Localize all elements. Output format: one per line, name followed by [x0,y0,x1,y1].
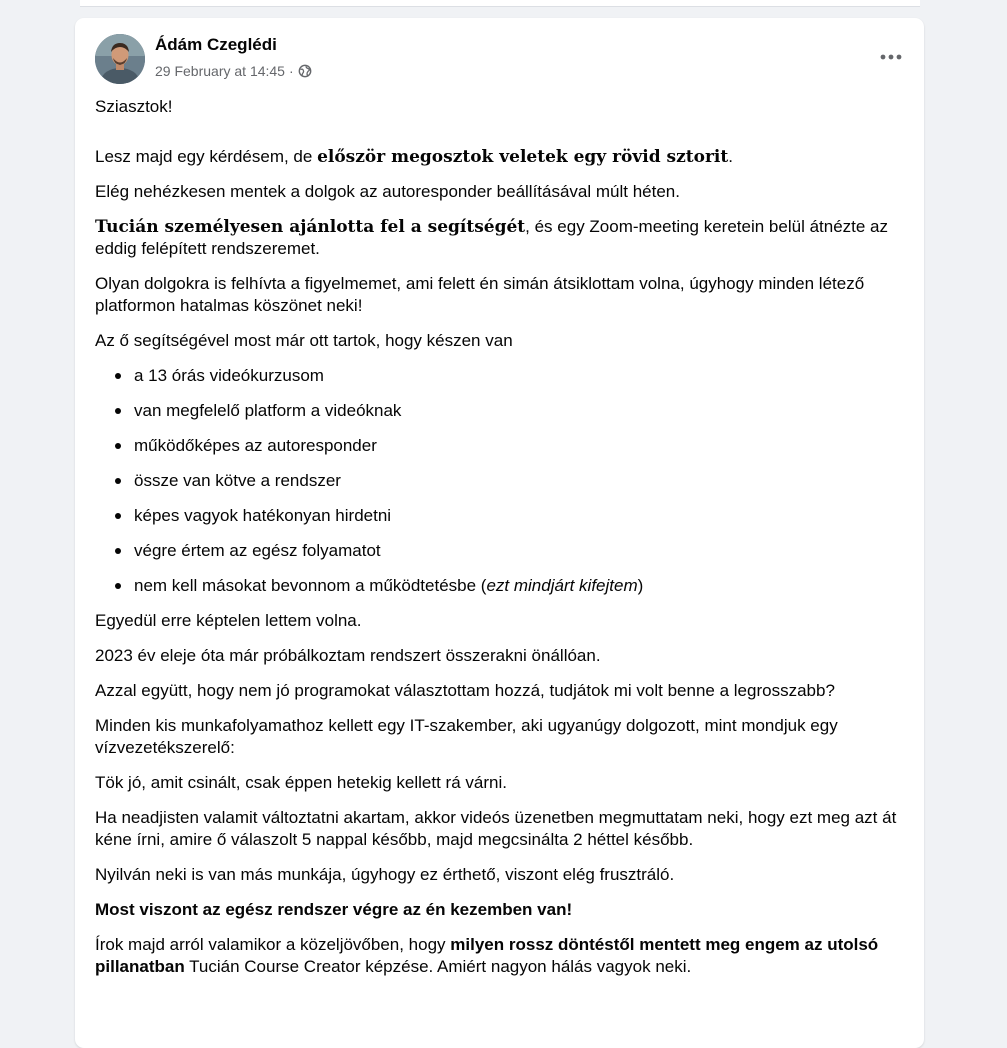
meta-separator: · [288,63,294,79]
text-run: . [728,147,733,166]
avatar-photo [95,34,145,84]
post-paragraph: Ha neadjisten valamit változtatni akartam, akkor videós üzenetben megmuttatam neki, hogy ezt meg azt át kéne írni, amire ő válaszolt 5 nappal később, majd megcsinálta 2 héttel később. [95,808,897,849]
post-paragraph [95,146,910,168]
post-meta [155,63,312,79]
text-run: Tucián Course Creator képzése. Amiért nagyon hálás vagyok neki. [184,957,692,976]
post-paragraph: Az ő segítségével most már ott tartok, hogy készen van [95,331,513,350]
more-options-icon [880,54,902,60]
post-paragraph: Olyan dolgokra is felhívta a figyelmemet, ami felett én simán átsiklottam volna, úgyhogy minden létező platformon hatalmas köszönet neki! [95,274,865,315]
post-timestamp[interactable]: 29 February at 14:45 [155,63,285,79]
post-paragraph: Egyedül erre képtelen lettem volna. [95,611,362,630]
list-item: képes vagyok hatékonyan hirdetni [134,505,910,527]
post-paragraph: Nyilván neki is van más munkája, úgyhogy ez érthető, viszont elég frusztráló. [95,865,675,884]
text-run-bold: milyen rossz döntéstől mentett meg engem az utolsó pillanatban [95,935,879,976]
post-paragraph [95,934,910,978]
post-paragraph: Tök jó, amit csinált, csak éppen hetekig kellett rá várni. [95,773,507,792]
text-run: nem kell másokat bevonnom a működtetésbe ( [134,576,487,595]
text-run: , és egy Zoom-meeting keretein belül átnézte az eddig felépített rendszeremet. [95,217,889,258]
post-paragraph [95,216,910,260]
text-run-bold: Tucián személyesen ajánlotta fel a segítségét [95,217,526,237]
post-author-name[interactable]: Ádám Czeglédi [155,35,277,54]
post-paragraph: Elég nehézkesen mentek a dolgok az autoresponder beállításával múlt héten. [95,182,680,201]
post-paragraph: Minden kis munkafolyamathoz kellett egy IT-szakember, aki ugyanúgy dolgozott, mint mondjuk egy vízvezetékszerelő: [95,716,838,757]
list-item: végre értem az egész folyamatot [134,540,910,562]
post-paragraph-greeting: Sziasztok! [95,97,173,116]
previous-post-card [80,0,920,7]
text-run: Írok majd arról valamikor a közeljövőben, hogy [95,935,451,954]
text-run-bold: először megosztok veletek egy rövid sztorit [317,147,729,167]
post-body [95,96,910,978]
text-run: Lesz majd egy kérdésem, de [95,147,318,166]
list-item: a 13 órás videókurzusom [134,365,910,387]
text-run-italic: ezt mindjárt kifejtem [486,576,638,595]
list-item: működőképes az autoresponder [134,435,910,457]
avatar[interactable] [95,34,145,84]
list-item [134,575,910,597]
post-card [75,18,924,1048]
post-paragraph-bold: Most viszont az egész rendszer végre az én kezemben van! [95,900,573,919]
post-paragraph: 2023 év eleje óta már próbálkoztam rendszert összerakni önállóan. [95,646,601,665]
globe-icon[interactable] [298,64,312,78]
list-item: van megfelelő platform a videóknak [134,400,910,422]
list-item: össze van kötve a rendszer [134,470,910,492]
bullet-list [95,365,910,597]
text-run: ) [637,576,644,595]
more-options-button[interactable] [876,42,906,72]
post-paragraph: Azzal együtt, hogy nem jó programokat választottam hozzá, tudjátok mi volt benne a legrosszabb? [95,681,835,700]
